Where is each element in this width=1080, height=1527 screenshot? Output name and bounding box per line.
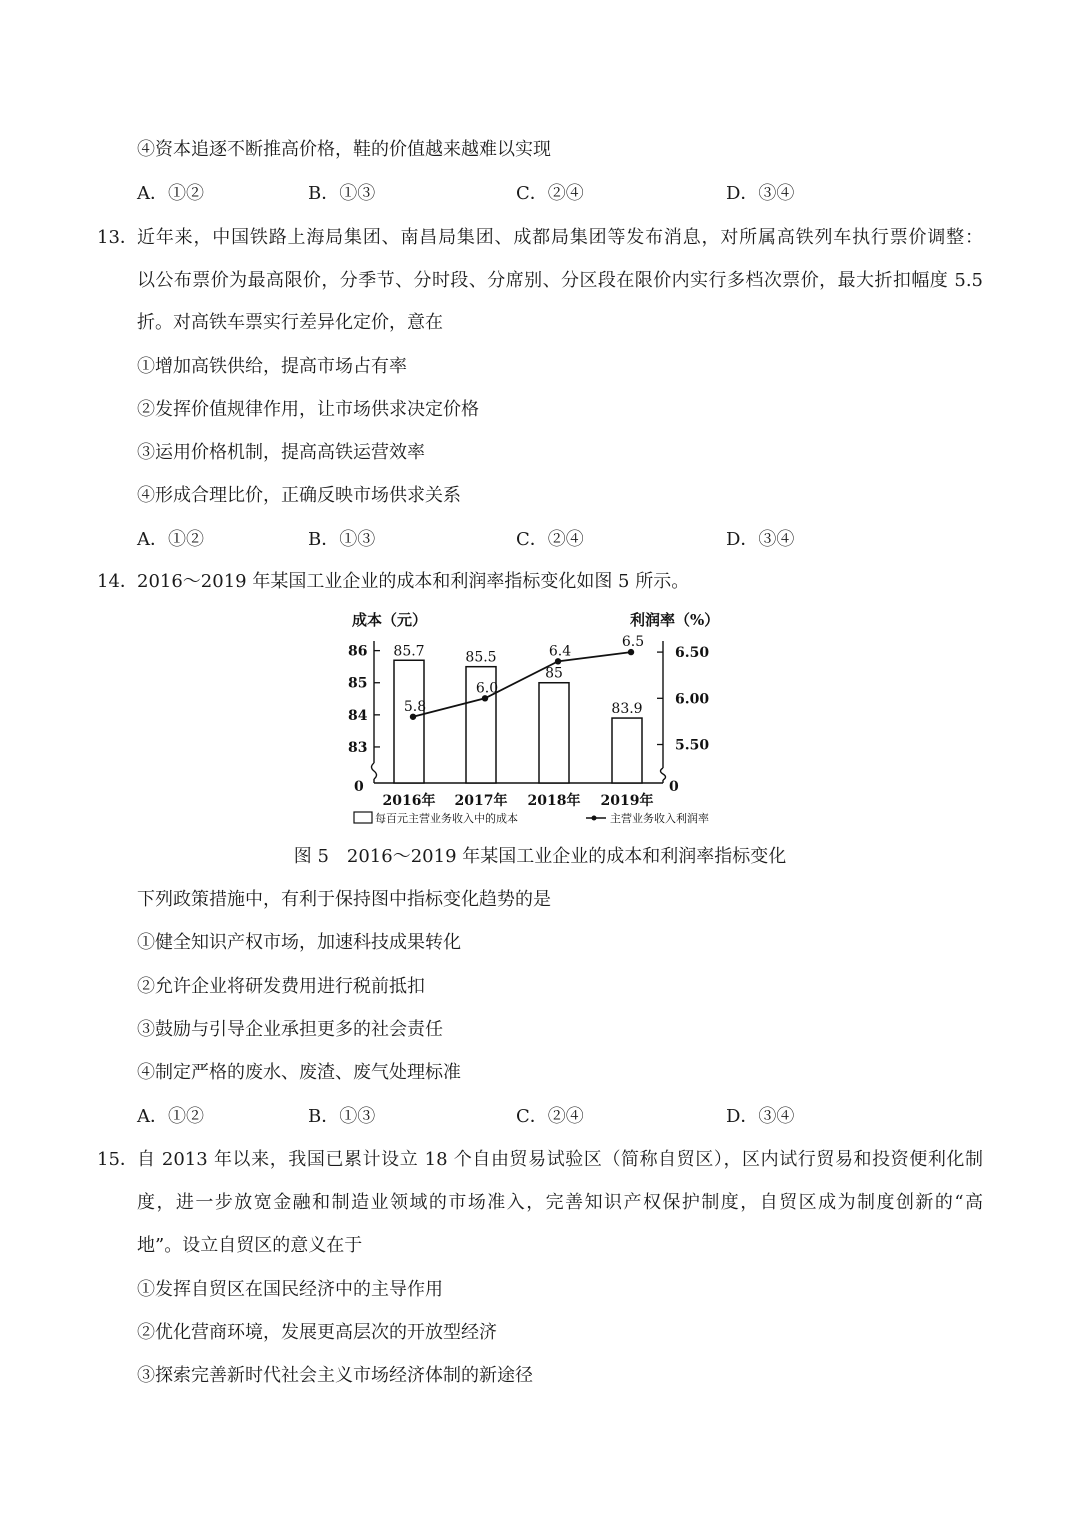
q13-number: 13． (97, 227, 138, 248)
left-tick-zero: 0 (354, 779, 364, 795)
category-label: 2016年 (382, 793, 436, 809)
figure-caption: 图 5 2016～2019 年某国工业企业的成本和利润率指标变化 (293, 846, 787, 867)
q13-option-c[interactable]: C．②④ (516, 529, 584, 550)
legend-bar-swatch (354, 812, 372, 823)
q14-option-d[interactable]: D．③④ (726, 1106, 795, 1127)
q14-item-1: ①健全知识产权市场，加速科技成果转化 (137, 932, 461, 953)
q14-question: 下列政策措施中，有利于保持图中指标变化趋势的是 (137, 889, 551, 910)
q12-option-b[interactable]: B．①③ (308, 183, 376, 204)
bar-value-label: 85.5 (465, 649, 497, 666)
line-value-label: 6.5 (621, 634, 645, 651)
category-label: 2018年 (527, 793, 581, 809)
right-tick-label: 6.50 (675, 645, 710, 662)
q15-stem-line1: 自 2013 年以来，我国已累计设立 18 个自由贸易试验区（简称自贸区），区内试行贸易和投资便利化制 (137, 1149, 983, 1170)
q13-option-d[interactable]: D．③④ (726, 529, 795, 550)
q13-stem-line3: 折。对高铁车票实行差异化定价，意在 (137, 312, 443, 333)
q12-item-4: ④资本追逐不断推高价格，鞋的价值越来越难以实现 (137, 139, 551, 160)
q14-item-3: ③鼓励与引导企业承担更多的社会责任 (137, 1019, 443, 1040)
q14-stem: 2016～2019 年某国工业企业的成本和利润率指标变化如图 5 所示。 (137, 571, 690, 592)
legend-line-marker (592, 816, 597, 821)
line-value-label: 6.0 (475, 680, 499, 697)
legend-bar-label: 每百元主营业务收入中的成本 (375, 812, 518, 825)
left-tick-label: 83 (348, 739, 368, 756)
q15-stem-line2: 度，进一步放宽金融和制造业领域的市场准入，完善知识产权保护制度，自贸区成为制度创新的“高 (137, 1192, 983, 1213)
q12-option-d[interactable]: D．③④ (726, 183, 795, 204)
left-axis-break (372, 763, 377, 779)
q14-option-b[interactable]: B．①③ (308, 1106, 376, 1127)
left-axis-title: 成本（元） (352, 611, 428, 629)
cost-profit-chart (340, 603, 740, 829)
left-tick-label: 85 (348, 675, 368, 692)
q15-item-2: ②优化营商环境，发展更高层次的开放型经济 (137, 1322, 497, 1343)
bar (612, 718, 642, 783)
line-value-label: 6.4 (548, 643, 572, 660)
legend-line-label: 主营业务收入利润率 (610, 812, 709, 825)
q13-option-b[interactable]: B．①③ (308, 529, 376, 550)
q14-item-2: ②允许企业将研发费用进行税前抵扣 (137, 976, 425, 997)
q13-option-a[interactable]: A．①② (137, 529, 204, 550)
q15-item-1: ①发挥自贸区在国民经济中的主导作用 (137, 1279, 443, 1300)
left-tick-label: 86 (348, 643, 368, 660)
q14-number: 14． (97, 571, 138, 592)
category-label: 2017年 (454, 793, 508, 809)
q13-item-3: ③运用价格机制，提高高铁运营效率 (137, 442, 425, 463)
q14-option-a[interactable]: A．①② (137, 1106, 204, 1127)
q13-stem-line1: 近年来，中国铁路上海局集团、南昌局集团、成都局集团等发布消息，对所属高铁列车执行票价调整： (137, 227, 983, 248)
right-tick-label: 5.50 (675, 737, 710, 754)
q13-item-4: ④形成合理比价，正确反映市场供求关系 (137, 485, 461, 506)
bar (539, 683, 569, 783)
bar-value-label: 83.9 (611, 701, 643, 718)
category-label: 2019年 (600, 793, 654, 809)
q12-option-c[interactable]: C．②④ (516, 183, 584, 204)
q14-options (137, 1105, 957, 1129)
q13-item-2: ②发挥价值规律作用，让市场供求决定价格 (137, 399, 479, 420)
q12-option-a[interactable]: A．①② (137, 183, 204, 204)
right-axis-title: 利润率（%） (630, 611, 720, 629)
q13-stem-line2: 以公布票价为最高限价，分季节、分时段、分席别、分区段在限价内实行多档次票价，最大折扣幅度 5.5 (137, 270, 983, 291)
right-axis-break (661, 768, 666, 780)
right-tick-label: 6.00 (675, 691, 710, 708)
bar (394, 660, 427, 783)
line-value-label: 5.8 (403, 698, 427, 715)
q15-item-3: ③探索完善新时代社会主义市场经济体制的新途径 (137, 1365, 533, 1386)
bar-value-label: 85 (545, 665, 563, 682)
q14-option-c[interactable]: C．②④ (516, 1106, 584, 1127)
q15-number: 15． (97, 1149, 138, 1170)
q13-item-1: ①增加高铁供给，提高市场占有率 (137, 356, 407, 377)
q14-item-4: ④制定严格的废水、废渣、废气处理标准 (137, 1062, 461, 1083)
q13-options (137, 528, 957, 552)
right-tick-zero: 0 (669, 779, 679, 795)
q15-stem-line3: 地”。设立自贸区的意义在于 (137, 1235, 363, 1256)
left-tick-label: 84 (348, 707, 368, 724)
q12-options (137, 182, 957, 206)
bar-value-label: 85.7 (393, 643, 425, 660)
